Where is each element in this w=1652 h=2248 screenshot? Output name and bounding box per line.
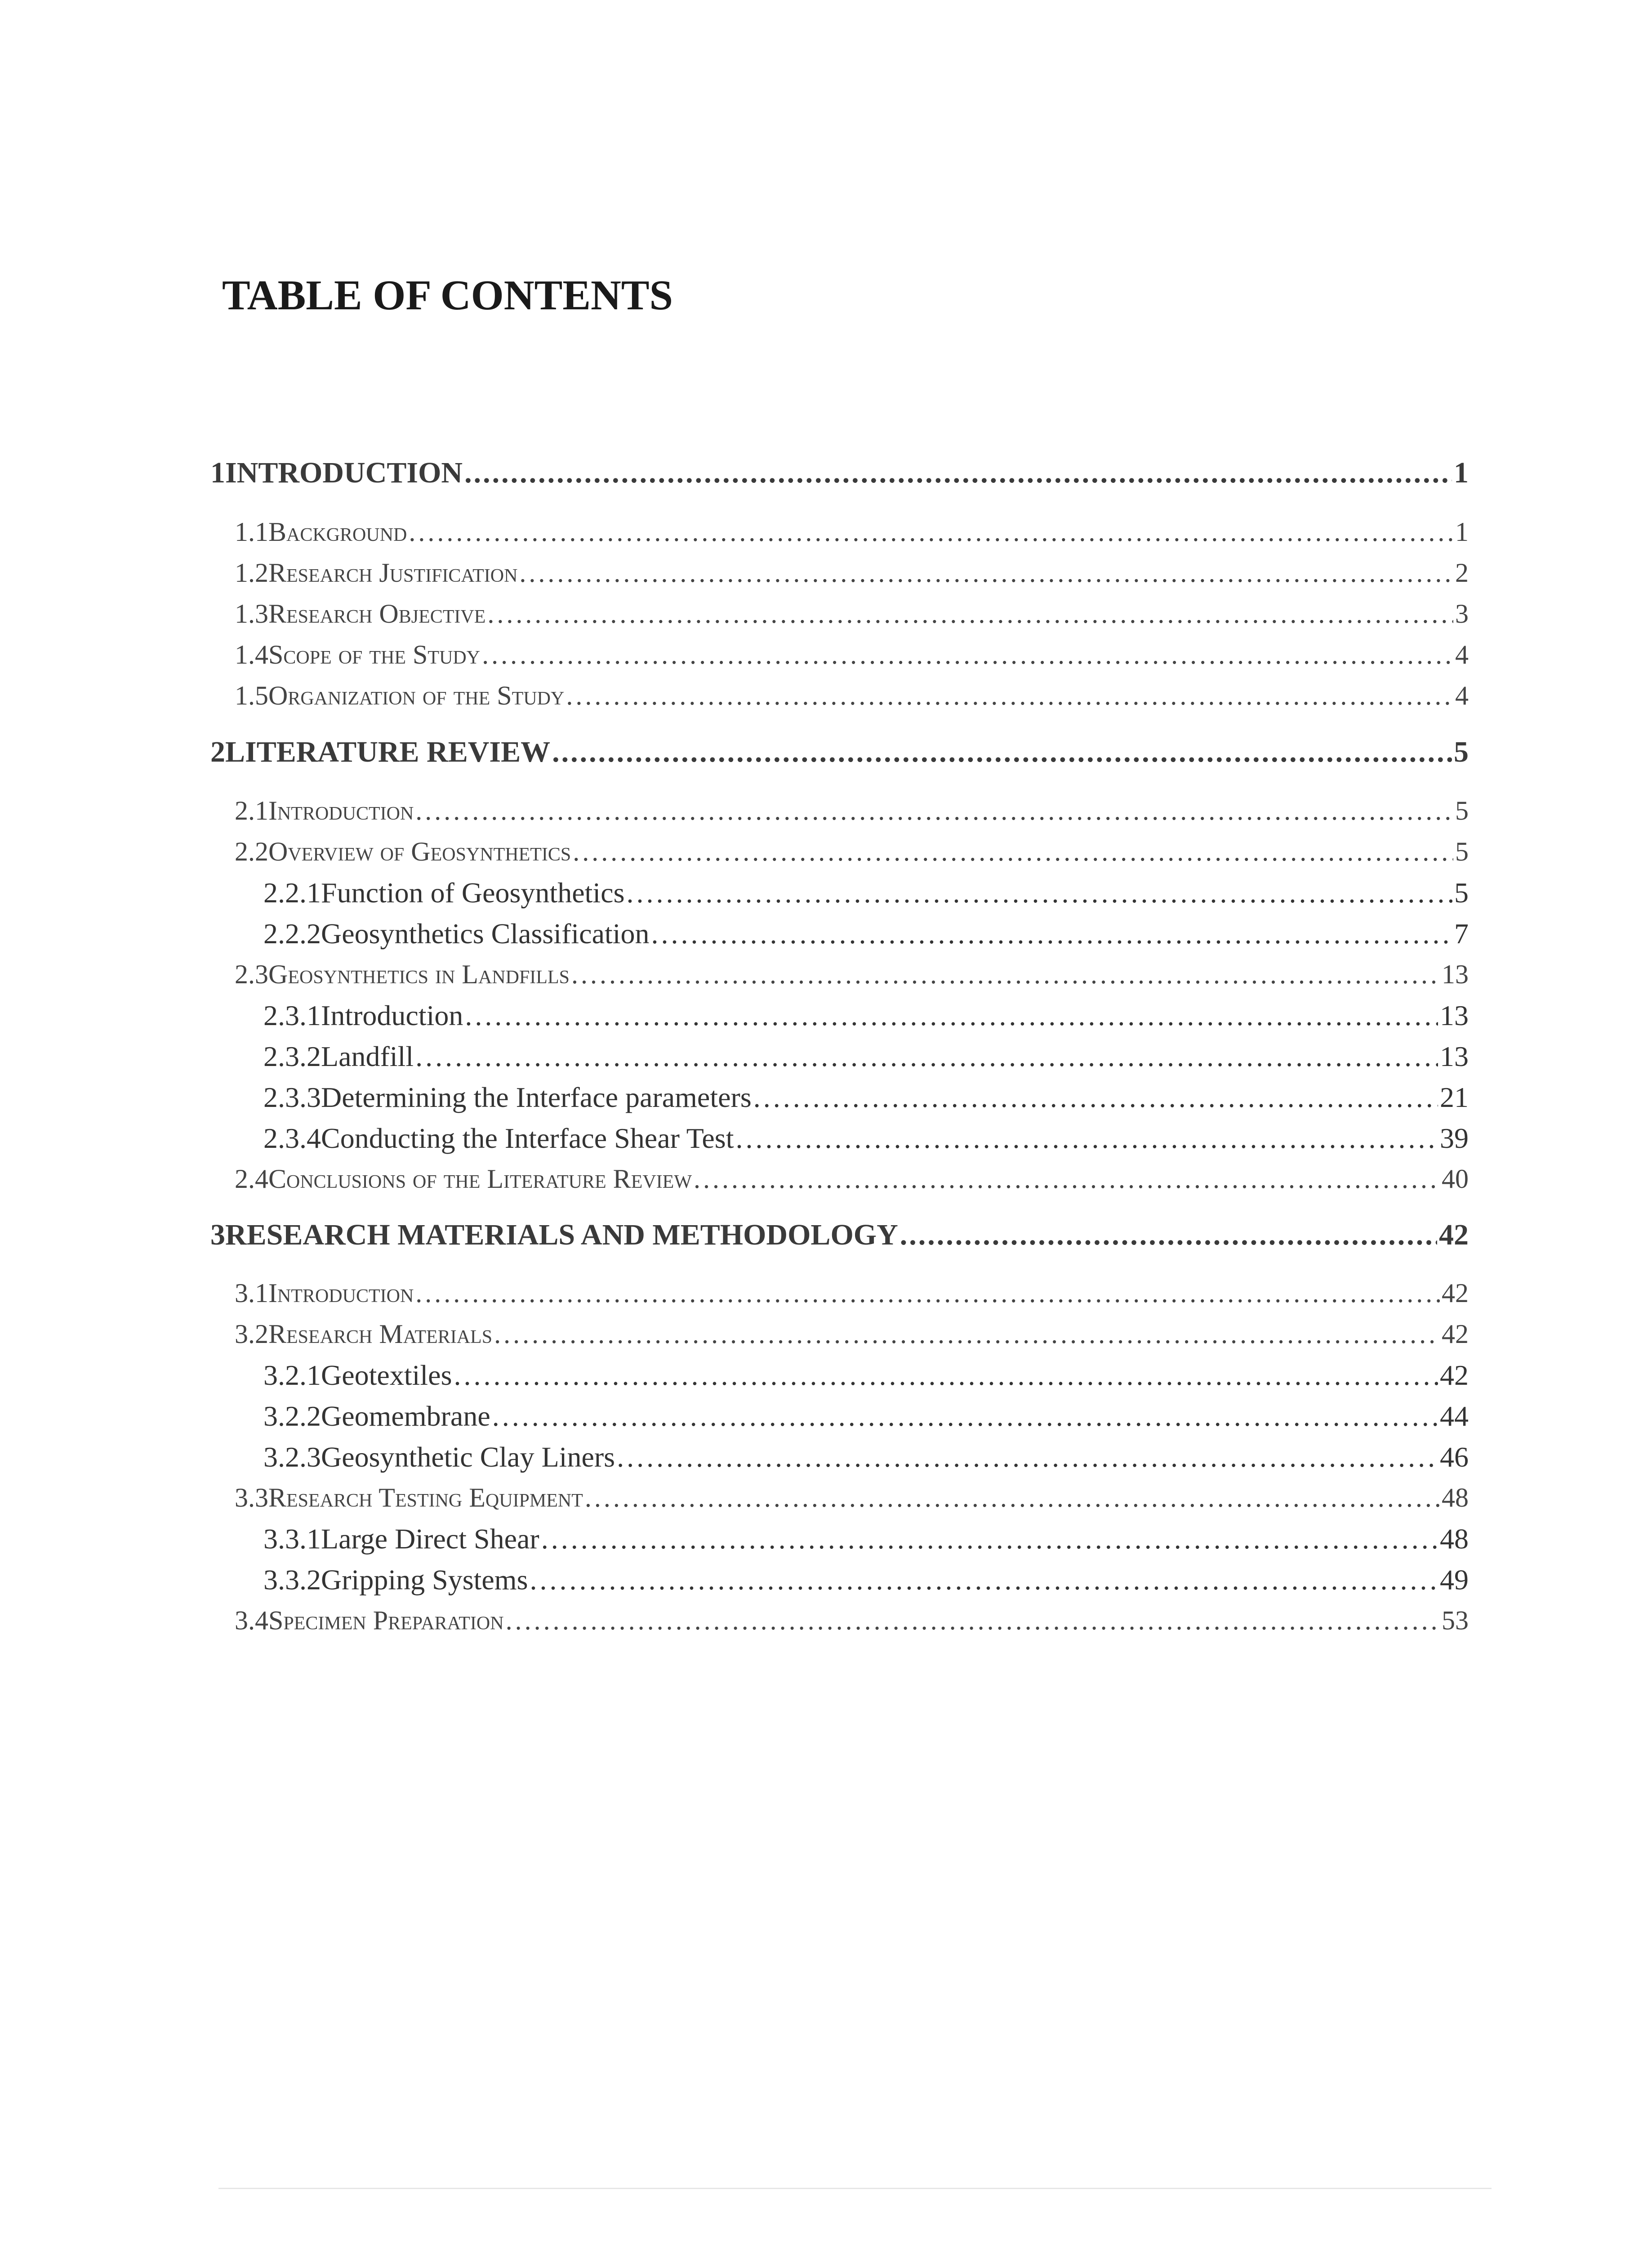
toc-subsection-3-3-2[interactable] [263, 1563, 1469, 1597]
toc-label: Function of Geosynthetics [321, 877, 625, 909]
toc-page-number: 13 [1440, 999, 1469, 1031]
toc-page-number: 7 [1454, 918, 1469, 950]
toc-number: 3.2.3 [263, 1441, 321, 1473]
toc-subsection-2-3-2[interactable] [263, 1040, 1469, 1073]
dot-leader [626, 876, 1452, 910]
toc-section-2-4[interactable] [235, 1164, 1469, 1195]
toc-number: 2.3 [235, 959, 268, 989]
dot-leader [566, 680, 1453, 711]
dot-leader [454, 1359, 1438, 1392]
dot-leader [753, 1081, 1438, 1114]
toc-number: 3.2.2 [263, 1400, 321, 1432]
toc-subsection-3-3-1[interactable] [263, 1522, 1469, 1556]
toc-label: Research Testing Equipment [268, 1483, 583, 1512]
toc-number: 1.4 [235, 640, 268, 669]
toc-label: INTRODUCTION [225, 456, 463, 489]
toc-page-number: 44 [1440, 1400, 1469, 1432]
toc-page-number: 42 [1439, 1218, 1469, 1251]
toc-label: Organization of the Study [268, 681, 565, 710]
toc-subsection-2-3-3[interactable] [263, 1081, 1469, 1114]
dot-leader [651, 917, 1452, 950]
toc-page-number: 49 [1440, 1564, 1469, 1596]
toc-page-number: 42 [1442, 1278, 1469, 1308]
toc-number: 3.2 [235, 1319, 268, 1349]
toc-label: Landfill [321, 1040, 414, 1072]
dot-leader [585, 1482, 1440, 1513]
toc-page-number: 48 [1442, 1483, 1469, 1512]
dot-leader [573, 836, 1453, 867]
toc-label: Background [268, 517, 407, 547]
dot-leader [541, 1522, 1438, 1556]
toc-subsection-2-2-2[interactable] [263, 917, 1469, 950]
toc-number: 1 [210, 456, 225, 489]
toc-section-2-3[interactable] [235, 959, 1469, 990]
toc-section-3-2[interactable] [235, 1319, 1469, 1350]
toc-section-3-3[interactable] [235, 1482, 1469, 1513]
dot-leader [494, 1319, 1440, 1350]
toc-label: Introduction [268, 796, 414, 825]
toc-number: 1.1 [235, 517, 268, 547]
toc-page-number: 1 [1454, 456, 1469, 489]
dot-leader [530, 1563, 1438, 1597]
toc-label: Research Objective [268, 599, 486, 629]
toc-chapter-3[interactable] [210, 1218, 1469, 1252]
toc-number: 2.3.3 [263, 1081, 321, 1113]
toc-page-number: 5 [1455, 837, 1469, 866]
toc-section-1-2[interactable] [235, 558, 1469, 589]
toc-number: 2.2.1 [263, 877, 321, 909]
toc-chapter-1[interactable] [210, 456, 1469, 490]
dot-leader [492, 1400, 1438, 1433]
toc-page-number: 5 [1454, 736, 1469, 768]
toc-number: 2.3.2 [263, 1040, 321, 1072]
toc-section-2-1[interactable] [235, 795, 1469, 826]
toc-label: Gripping Systems [321, 1564, 528, 1596]
toc-number: 2 [210, 736, 225, 768]
dot-leader [571, 959, 1440, 990]
toc-number: 2.3.4 [263, 1122, 321, 1154]
toc-number: 3.3.1 [263, 1523, 321, 1555]
toc-label: Introduction [321, 999, 463, 1031]
toc-page-number: 5 [1455, 796, 1469, 825]
toc-number: 1.3 [235, 599, 268, 629]
toc-page-number: 2 [1455, 558, 1469, 588]
toc-label: Geosynthetics Classification [321, 918, 650, 950]
toc-subsection-3-2-1[interactable] [263, 1359, 1469, 1392]
toc-subsection-2-3-4[interactable] [263, 1122, 1469, 1155]
toc-number: 2.4 [235, 1164, 268, 1194]
dot-leader [735, 1122, 1438, 1155]
toc-page-number: 3 [1455, 599, 1469, 629]
dot-leader [519, 558, 1453, 589]
toc-label: RESEARCH MATERIALS AND METHODOLOGY [225, 1218, 898, 1251]
toc-page-number: 42 [1440, 1359, 1469, 1391]
toc-page-number: 1 [1455, 517, 1469, 547]
toc-section-1-5[interactable] [235, 680, 1469, 711]
toc-section-1-1[interactable] [235, 517, 1469, 548]
toc-label: Conclusions of the Literature Review [268, 1164, 692, 1194]
toc-number: 3.3.2 [263, 1564, 321, 1596]
toc-page-number: 4 [1455, 681, 1469, 710]
toc-number: 2.2 [235, 837, 268, 866]
toc-page-number: 13 [1442, 959, 1469, 989]
toc-page-number: 39 [1440, 1122, 1469, 1154]
toc-section-1-3[interactable] [235, 598, 1469, 629]
dot-leader [617, 1441, 1438, 1474]
footer-divider [218, 2188, 1492, 2189]
toc-page-number: 13 [1440, 1040, 1469, 1072]
dot-leader [464, 456, 1452, 490]
toc-number: 3.1 [235, 1278, 268, 1308]
toc-number: 3 [210, 1218, 225, 1251]
dot-leader [506, 1605, 1440, 1636]
toc-subsection-3-2-2[interactable] [263, 1400, 1469, 1433]
toc-label: Conducting the Interface Shear Test [321, 1122, 734, 1154]
toc-section-3-1[interactable] [235, 1278, 1469, 1309]
toc-number: 2.3.1 [263, 999, 321, 1031]
toc-label: Specimen Preparation [268, 1606, 504, 1635]
toc-number: 3.3 [235, 1483, 268, 1512]
toc-label: Determining the Interface parameters [321, 1081, 752, 1113]
toc-number: 3.2.1 [263, 1359, 321, 1391]
toc-section-1-4[interactable] [235, 639, 1469, 670]
toc-label: Research Materials [268, 1319, 493, 1349]
dot-leader [482, 639, 1453, 670]
toc-label: Large Direct Shear [321, 1523, 539, 1555]
toc-section-3-4[interactable] [235, 1605, 1469, 1636]
dot-leader [415, 1040, 1438, 1073]
toc-page-number: 48 [1440, 1523, 1469, 1555]
toc-label: Geosynthetic Clay Liners [321, 1441, 615, 1473]
toc-label: LITERATURE REVIEW [225, 736, 551, 768]
toc-page-number: 5 [1454, 877, 1469, 909]
toc-label: Introduction [268, 1278, 414, 1308]
toc-section-2-2[interactable] [235, 836, 1469, 867]
dot-leader [487, 598, 1453, 629]
dot-leader [409, 517, 1453, 548]
toc-number: 1.5 [235, 681, 268, 710]
toc-subsection-3-2-3[interactable] [263, 1441, 1469, 1474]
toc-label: Geomembrane [321, 1400, 490, 1432]
toc-page-number: 4 [1455, 640, 1469, 669]
toc-number: 2.2.2 [263, 918, 321, 950]
toc-chapter-2[interactable] [210, 735, 1469, 769]
toc-label: Research Justification [268, 558, 518, 588]
toc-number: 2.1 [235, 796, 268, 825]
toc-subsection-2-2-1[interactable] [263, 876, 1469, 910]
toc-label: Overview of Geosynthetics [268, 837, 571, 866]
toc-page-number: 46 [1440, 1441, 1469, 1473]
toc-label: Geotextiles [321, 1359, 452, 1391]
dot-leader [900, 1218, 1437, 1252]
toc-label: Geosynthetics in Landfills [268, 959, 570, 989]
dot-leader [465, 999, 1438, 1032]
toc-page-number: 40 [1442, 1164, 1469, 1194]
dot-leader [552, 735, 1452, 769]
toc-subsection-2-3-1[interactable] [263, 999, 1469, 1032]
toc-page-number: 53 [1442, 1606, 1469, 1635]
dot-leader [415, 1278, 1440, 1309]
toc-label: Scope of the Study [268, 640, 481, 669]
dot-leader [694, 1164, 1440, 1195]
page-title: TABLE OF CONTENTS [222, 272, 673, 319]
toc-number: 3.4 [235, 1606, 268, 1635]
toc-page-number: 21 [1440, 1081, 1469, 1113]
toc-page-number: 42 [1442, 1319, 1469, 1349]
dot-leader [415, 795, 1453, 826]
toc-number: 1.2 [235, 558, 268, 588]
